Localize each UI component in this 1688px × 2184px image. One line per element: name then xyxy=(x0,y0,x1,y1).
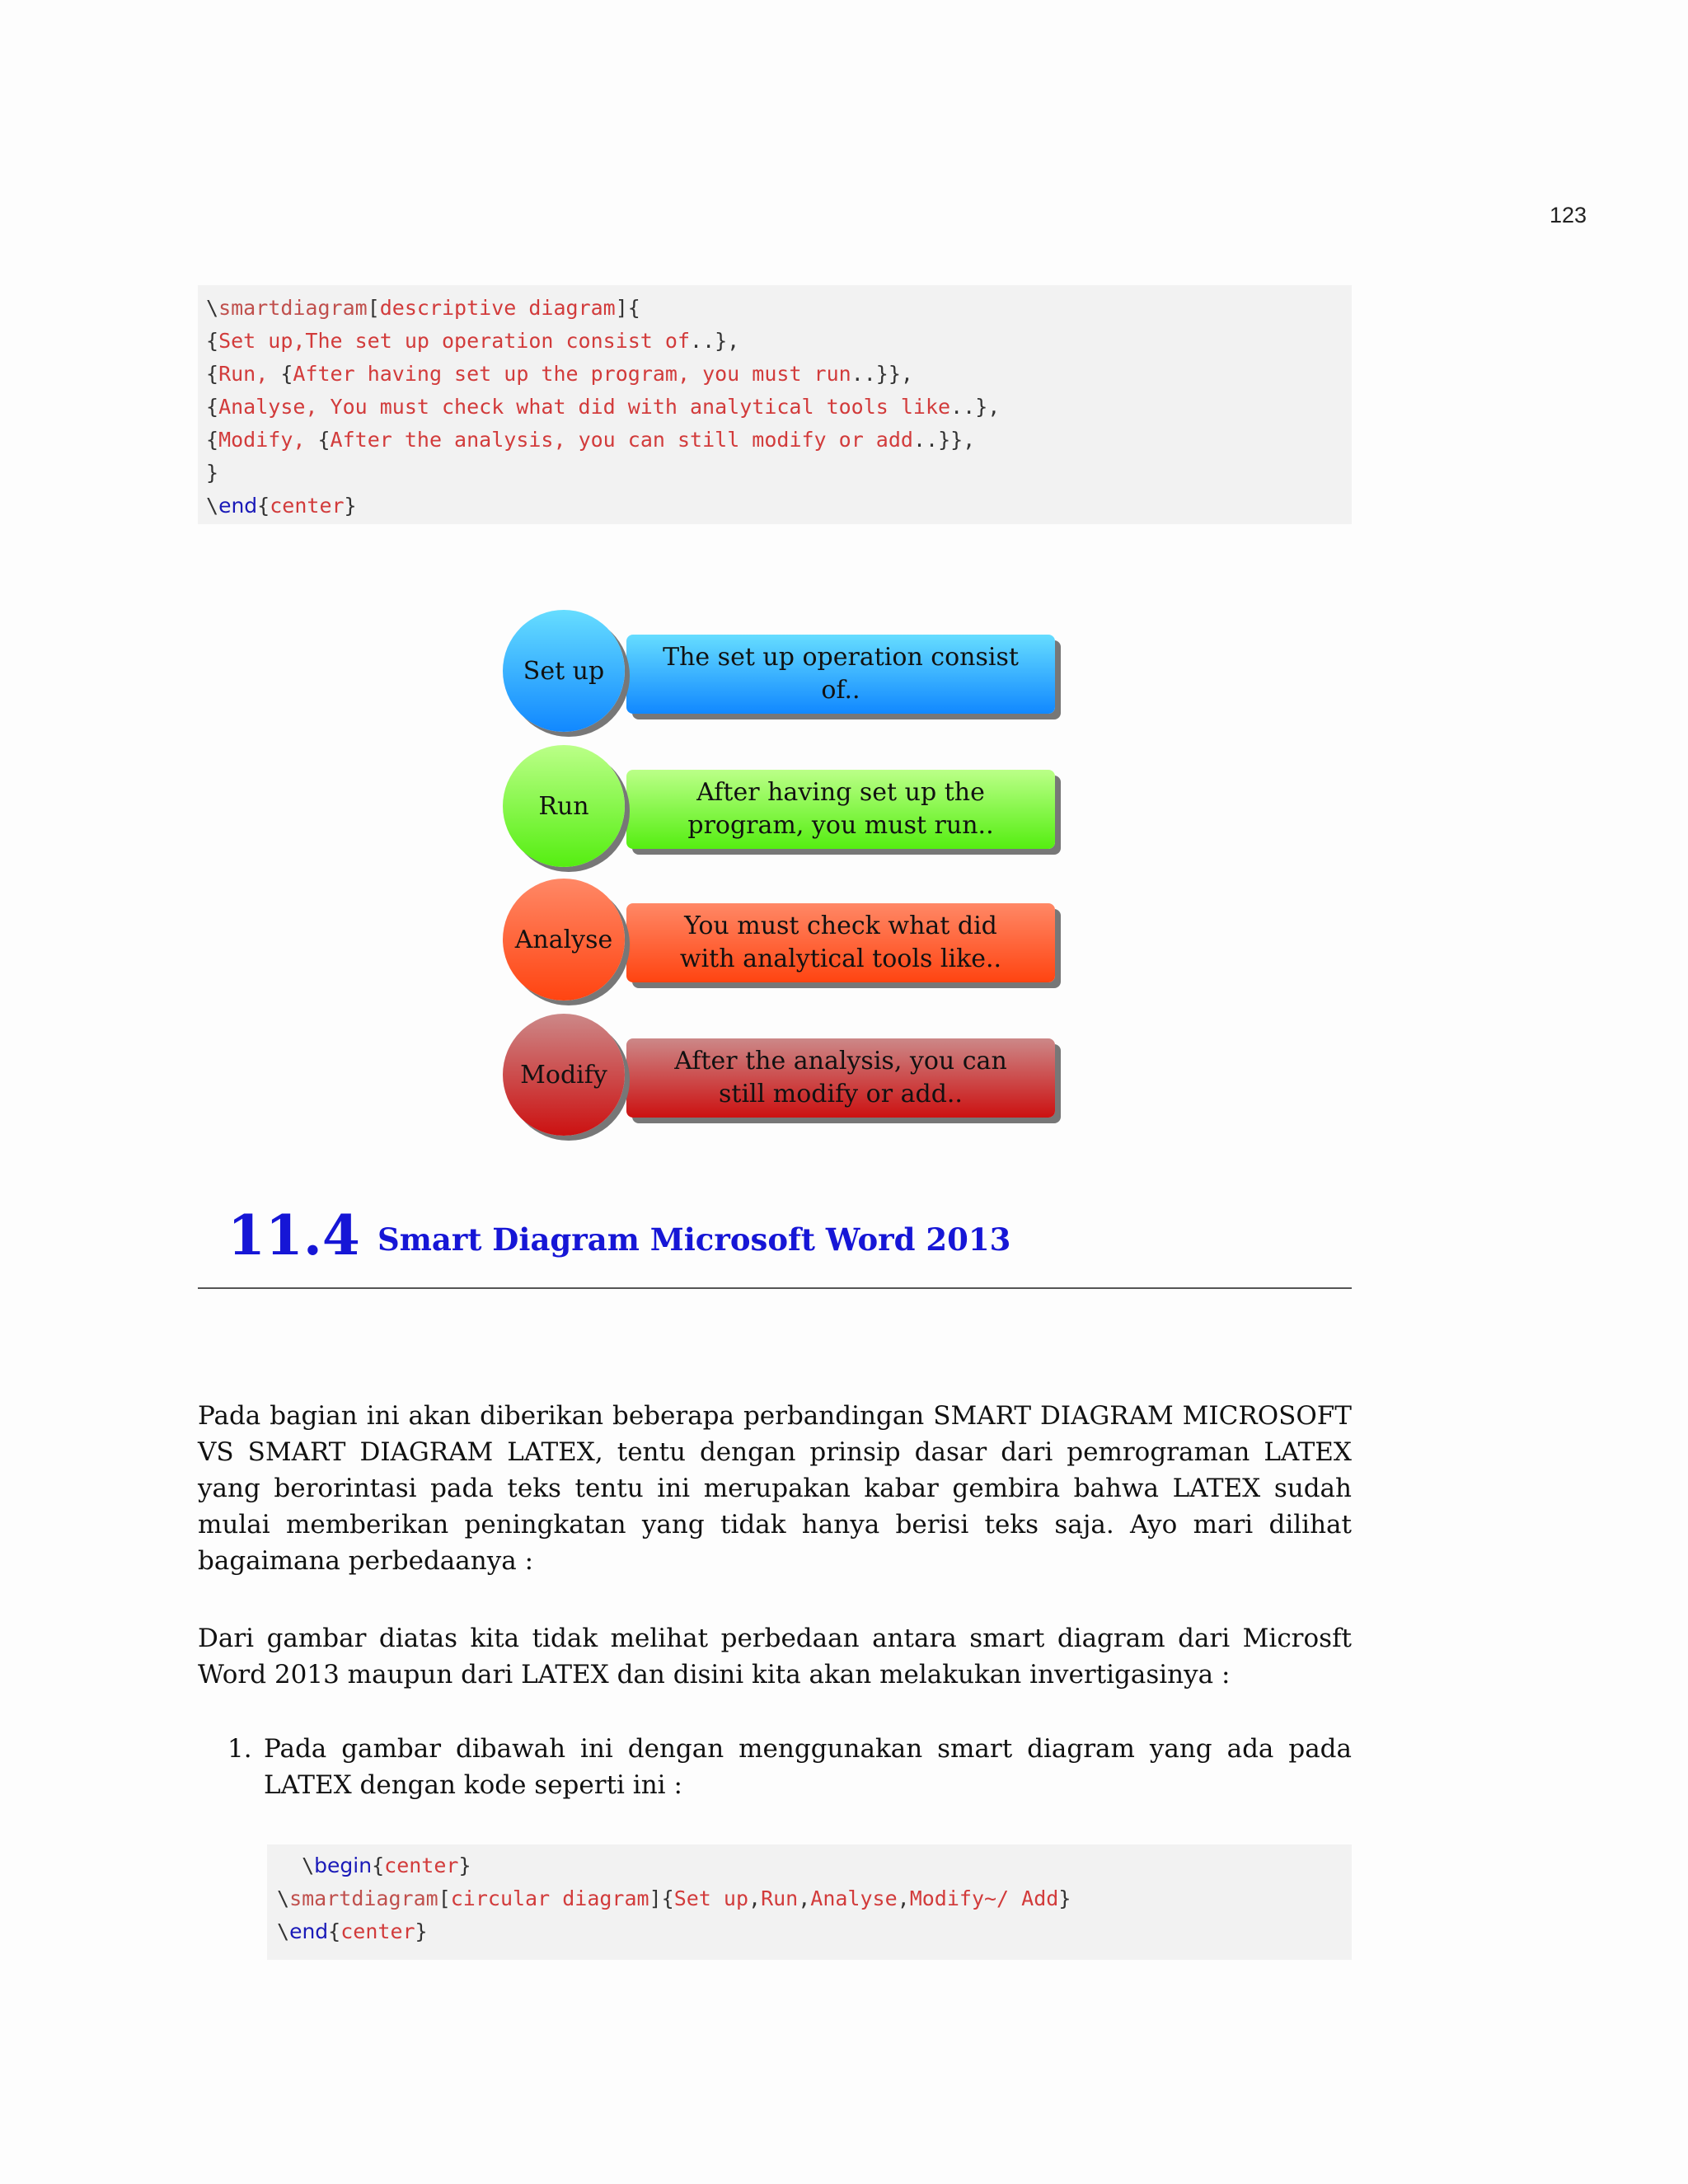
diagram-box-run: After having set up the program, you must run.. xyxy=(626,770,1055,849)
paragraph-comparison: Dari gambar diatas kita tidak melihat perbedaan antara smart diagram dari Microsft Word 2013 maupun dari LATEX dan disini kita akan melakukan invertigasinya : xyxy=(198,1624,1352,1690)
code-token: [ xyxy=(438,1886,451,1910)
code-token: { xyxy=(257,494,270,518)
code-line xyxy=(277,1882,1342,1915)
section-number: 11.4 xyxy=(227,1203,360,1268)
code-token: } xyxy=(458,1854,471,1877)
code-token: { xyxy=(206,395,219,419)
code-token: { xyxy=(206,428,219,452)
code-token: circular diagram xyxy=(450,1886,649,1910)
code-token: [ xyxy=(367,296,380,320)
code-token: \ xyxy=(277,1919,290,1943)
code-token xyxy=(277,1854,302,1877)
code-token: ]{ xyxy=(615,296,640,320)
code-token: ..}, xyxy=(950,395,1001,419)
code-token: Analyse, You must check what did with analytical tools like xyxy=(218,395,951,419)
diagram-circle-modify: Modify xyxy=(503,1014,625,1136)
code-token: , xyxy=(897,1886,910,1910)
diagram-row-setup xyxy=(495,610,1071,733)
code-token: Set up,The set up operation consist of xyxy=(218,329,691,353)
code-token: end xyxy=(289,1919,329,1943)
code-token: { xyxy=(317,428,331,452)
code-token: \ xyxy=(302,1854,315,1877)
descriptive-diagram xyxy=(495,610,1071,1154)
code-line xyxy=(206,457,1343,490)
page-number: 123 xyxy=(1550,203,1587,227)
code-token: descriptive diagram xyxy=(379,296,616,320)
code-token: Analyse xyxy=(810,1886,898,1910)
diagram-box-analyse: You must check what did with analytical tools like.. xyxy=(626,903,1055,982)
code-token: After the analysis, you can still modify or add xyxy=(330,428,913,452)
code-token: center xyxy=(270,494,345,518)
code-token: smartdiagram xyxy=(218,296,368,320)
code-token: Run, xyxy=(218,362,281,386)
section-title: Smart Diagram Microsoft Word 2013 xyxy=(377,1221,1011,1258)
code-line xyxy=(206,391,1343,424)
diagram-row-analyse xyxy=(495,879,1071,1002)
code-token: \ xyxy=(206,494,219,518)
code-token: { xyxy=(206,329,219,353)
diagram-row-modify xyxy=(495,1014,1071,1137)
list-text: Pada gambar dibawah ini dengan menggunakan smart diagram yang ada pada LATEX dengan kode seperti ini : xyxy=(264,1734,1352,1800)
paragraph-intro: Pada bagian ini akan diberikan beberapa perbandingan SMART DIAGRAM MICROSOFT VS SMART DIAGRAM LATEX, tentu dengan prinsip dasar dari pemrograman LATEX yang berorintasi pada teks tentu ini merupakan kabar gembira bahwa LATEX sudah mulai memberikan peningkatan yang tidak hanya berisi teks saja. Ayo mari dilihat bagaimana perbedaanya : xyxy=(198,1401,1352,1576)
code-line xyxy=(206,325,1343,358)
code-token: Modify, xyxy=(218,428,318,452)
code-block-descriptive xyxy=(198,285,1352,524)
code-token: center xyxy=(340,1919,415,1943)
code-token: { xyxy=(372,1854,385,1877)
code-token: { xyxy=(206,362,219,386)
code-line xyxy=(206,424,1343,457)
code-token: { xyxy=(280,362,293,386)
diagram-box-setup: The set up operation consist of.. xyxy=(626,635,1055,714)
code-line xyxy=(206,292,1343,325)
code-token: \ xyxy=(206,296,219,320)
code-token: , xyxy=(798,1886,811,1910)
list-marker: 1. xyxy=(227,1734,252,1764)
code-line xyxy=(277,1915,1342,1948)
code-token: ]{ xyxy=(649,1886,674,1910)
list-item xyxy=(198,1731,1352,1813)
code-block-circular xyxy=(267,1844,1352,1960)
code-line xyxy=(206,490,1343,523)
code-token: } xyxy=(206,461,219,485)
diagram-circle-setup: Set up xyxy=(503,610,625,732)
code-line xyxy=(206,358,1343,391)
diagram-box-modify: After the analysis, you can still modify or add.. xyxy=(626,1038,1055,1118)
code-token: end xyxy=(218,494,258,518)
section-rule xyxy=(198,1287,1352,1289)
code-token: Set up xyxy=(673,1886,748,1910)
code-token: smartdiagram xyxy=(289,1886,438,1910)
code-token: , xyxy=(748,1886,762,1910)
code-token: Modify~/ Add xyxy=(909,1886,1059,1910)
diagram-circle-analyse: Analyse xyxy=(503,879,625,1001)
code-token: begin xyxy=(314,1854,373,1877)
code-token: ..}}, xyxy=(912,428,976,452)
code-token: Run xyxy=(761,1886,799,1910)
code-token: { xyxy=(328,1919,341,1943)
code-token: ..}}, xyxy=(851,362,913,386)
code-token: \ xyxy=(277,1886,290,1910)
diagram-row-run xyxy=(495,745,1071,869)
code-token: } xyxy=(1058,1886,1071,1910)
code-line xyxy=(277,1849,1342,1882)
code-token: After having set up the program, you must run xyxy=(293,362,851,386)
code-token: } xyxy=(415,1919,428,1943)
code-token: } xyxy=(344,494,357,518)
diagram-circle-run: Run xyxy=(503,745,625,867)
code-token: center xyxy=(384,1854,459,1877)
code-token: ..}, xyxy=(690,329,740,353)
